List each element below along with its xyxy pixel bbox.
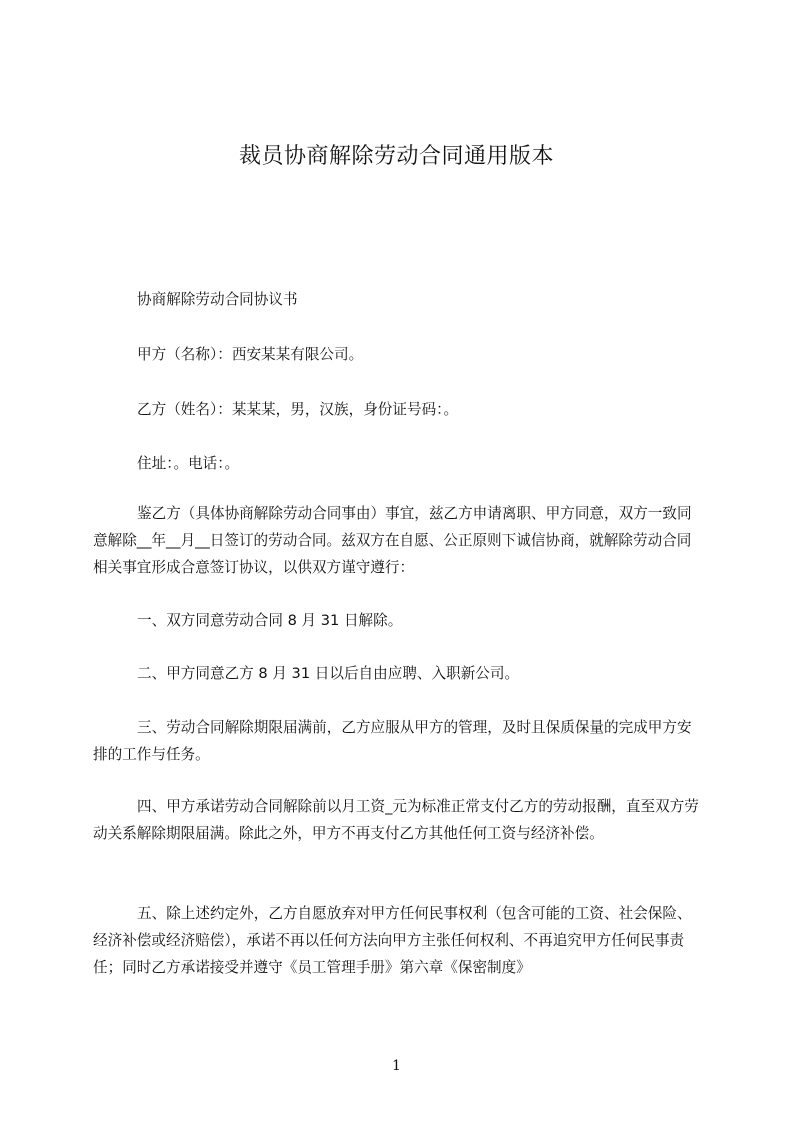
party-a-line: 甲方（名称）：西安某某有限公司。 — [137, 346, 364, 363]
clause-3: 三、劳动合同解除期限届满前，乙方应服从甲方的管理，及时且保质保量的完成甲方安排的工作与任务。 — [93, 719, 692, 763]
document-title: 裁员协商解除劳动合同通用版本 — [238, 144, 554, 169]
agreement-heading: 协商解除劳动合同协议书 — [137, 291, 298, 308]
party-b-line: 乙方（姓名）：某某某，男，汉族，身份证号码：。 — [137, 401, 459, 418]
page-number: 1 — [392, 1058, 401, 1074]
clause-5: 五、除上述约定外，乙方自愿放弃对甲方任何民事权利（包含可能的工资、社会保险、经济补偿或经济赔偿），承诺不再以任何方法向甲方主张任何权利、不再追究甲方任何民事责任；同时乙方承诺接受并遵守《员工管理手册》第六章《保密制度》 — [93, 905, 692, 976]
address-phone-line: 住址：。电话：。 — [137, 455, 240, 472]
clause-2: 二、甲方同意乙方 8 月 31 日以后自由应聘、入职新公司。 — [137, 665, 520, 682]
clause-4: 四、甲方承诺劳动合同解除前以月工资_元为标准正常支付乙方的劳动报酬，直至双方劳动关系解除期限届满。除此之外，甲方不再支付乙方其他任何工资与经济补偿。 — [93, 798, 699, 842]
clause-1: 一、双方同意劳动合同 8 月 31 日解除。 — [137, 612, 403, 629]
preamble-paragraph: 鉴乙方（具体协商解除劳动合同事由）事宜，兹乙方申请离职、甲方同意，双方一致同意解除__年__月__日签订的劳动合同。兹双方在自愿、公正原则下诚信协商，就解除劳动合同相关事宜形成合意签订协议，以供双方谨守遵行： — [93, 505, 692, 576]
